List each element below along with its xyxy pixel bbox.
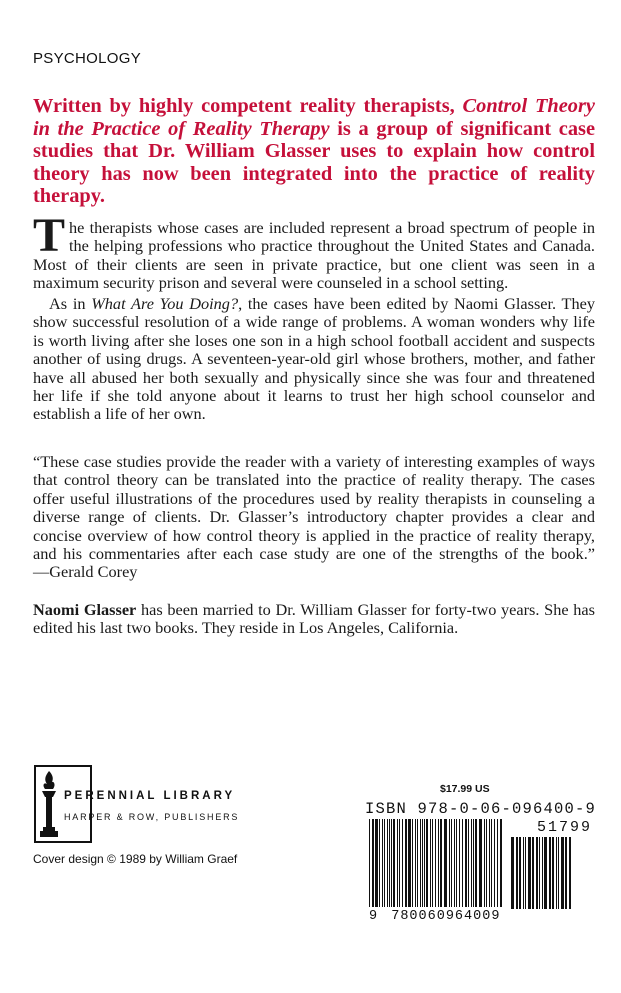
bio-name: Naomi Glasser [33, 600, 137, 619]
barcode-bar [565, 837, 567, 909]
barcode-bar [451, 819, 452, 907]
quote-text: “These case studies provide the reader with a variety of interesting examples of ways that control theory can be translated into the practice of reality therapy. The cases offer useful illustrations of the procedures used by reality therapists in counseling a diverse range of clients. Dr. Glasser’s introductory chapter provides a clear and concise overview of how control theory is applied in the practice of reality therapy, and his commentaries after each case study are one of the strengths of the book.” [33, 452, 595, 564]
barcode-bar [525, 837, 526, 909]
review-quote [33, 453, 595, 582]
barcode-bar [462, 819, 463, 907]
barcode-bar [558, 837, 559, 909]
barcode-bar [556, 837, 557, 909]
barcode-bar [393, 819, 395, 907]
barcode-bar [511, 837, 514, 909]
author-bio [33, 601, 595, 638]
barcode-bar [484, 819, 485, 907]
barcode-bar [379, 819, 380, 907]
torch-logo [34, 765, 92, 843]
barcode-bar [402, 819, 403, 907]
barcode-bar [422, 819, 423, 907]
barcode-bar [432, 819, 433, 907]
barcode-bar [561, 837, 564, 909]
quote-author: —Gerald Corey [33, 562, 138, 582]
category-label: PSYCHOLOGY [33, 50, 142, 67]
barcode [369, 819, 599, 924]
barcode-bar [391, 819, 392, 907]
barcode-bar [417, 819, 418, 907]
barcode-bar [408, 819, 411, 907]
publisher-name: HARPER & ROW, PUBLISHERS [64, 812, 240, 822]
bio-text: has been married to Dr. William Glasser for forty-two years. She has edited his last two books. They reside in Los Angeles, California. [33, 600, 595, 638]
book-title: Control Theory in the Practice of Reality Therapy [33, 95, 595, 140]
blurb-text-2: is a group of significant case studies that Dr. William Glasser uses to explain how control theory has now been integrated into the practice of reality therapy. [33, 117, 596, 207]
barcode-bar [426, 819, 428, 907]
barcode-bar [516, 837, 518, 909]
barcode-lead-digit: 9 [369, 909, 379, 924]
imprint-name: PERENNIAL LIBRARY [64, 790, 236, 802]
price: $17.99 US [440, 783, 490, 795]
barcode-bar [440, 819, 442, 907]
barcode-bar [539, 837, 540, 909]
torch-icon [36, 767, 62, 841]
barcode-bar [389, 819, 390, 907]
paragraph-1-text: he therapists whose cases are included represent a broad spectrum of people in the helping professions who practice throughout the United States and Canada. Most of their clients are seen in private practice, but one client was seen in a maximum security prison and several were counseled in a school setting. [33, 218, 595, 293]
barcode-bar [491, 819, 492, 907]
drop-cap: T [33, 209, 66, 262]
ean13-bars [369, 819, 503, 911]
barcode-bar [465, 819, 467, 907]
barcode-bar [544, 837, 547, 909]
barcode-bar [519, 837, 521, 909]
paragraph-2-lead: As in [49, 294, 92, 313]
barcode-bar [438, 819, 439, 907]
barcode-bar [435, 819, 436, 907]
barcode-bar [449, 819, 450, 907]
barcode-bar [430, 819, 431, 907]
barcode-digits-row [369, 909, 500, 924]
barcode-bar [486, 819, 487, 907]
barcode-bar [494, 819, 495, 907]
barcode-bar [549, 837, 551, 909]
barcode-bar [375, 819, 378, 907]
referenced-book-title: What Are You Doing? [91, 294, 239, 313]
paragraph-1 [33, 209, 595, 293]
barcode-bar [500, 819, 502, 907]
addon-digits: 51799 [537, 819, 593, 836]
barcode-bar [552, 837, 554, 909]
paragraph-2 [33, 295, 595, 424]
barcode-bar [405, 819, 407, 907]
barcode-bar [459, 819, 460, 907]
barcode-bar [444, 819, 447, 907]
barcode-bar [372, 819, 374, 907]
barcode-bar [468, 819, 469, 907]
blurb-text-1: Written by highly competent reality therapists, [33, 95, 463, 117]
barcode-bar [454, 819, 455, 907]
barcode-digits: 780060964009 [391, 909, 501, 924]
addon-bars [511, 837, 599, 911]
barcode-bar [569, 837, 571, 909]
barcode-bar [415, 819, 416, 907]
barcode-bar [384, 819, 385, 907]
barcode-bar [528, 837, 531, 909]
barcode-bar [475, 819, 477, 907]
barcode-bar [471, 819, 472, 907]
addon-block [511, 819, 599, 911]
blurb [33, 95, 595, 208]
paragraph-2-text: , the cases have been edited by Naomi Glasser. They show successful resolution of a wide range of problems. A woman wonders why life is worth living after she loses one son in a high school football accident and suspects another of using drugs. A seventeen-year-old girl whose brothers, mother, and father have all abused her both sexually and physically since she was four and threatened her life if she told anyone about it learns to trust her high school counselor and establish a life of her own. [33, 294, 595, 424]
barcode-bar [420, 819, 421, 907]
barcode-bar [536, 837, 538, 909]
barcode-bar [532, 837, 534, 909]
barcode-bar [489, 819, 490, 907]
barcode-bar [387, 819, 388, 907]
barcode-bar [412, 819, 413, 907]
barcode-bar [399, 819, 400, 907]
barcode-bar [479, 819, 482, 907]
barcode-bar [542, 837, 543, 909]
isbn-number: ISBN 978-0-06-096400-9 [365, 800, 597, 818]
barcode-bar [497, 819, 498, 907]
barcode-bar [473, 819, 474, 907]
barcode-bar [424, 819, 425, 907]
barcode-bar [382, 819, 383, 907]
barcode-bar [369, 819, 370, 907]
barcode-bar [397, 819, 398, 907]
cover-credit: Cover design © 1989 by William Graef [33, 852, 238, 866]
barcode-bar [523, 837, 524, 909]
barcode-bar [456, 819, 457, 907]
